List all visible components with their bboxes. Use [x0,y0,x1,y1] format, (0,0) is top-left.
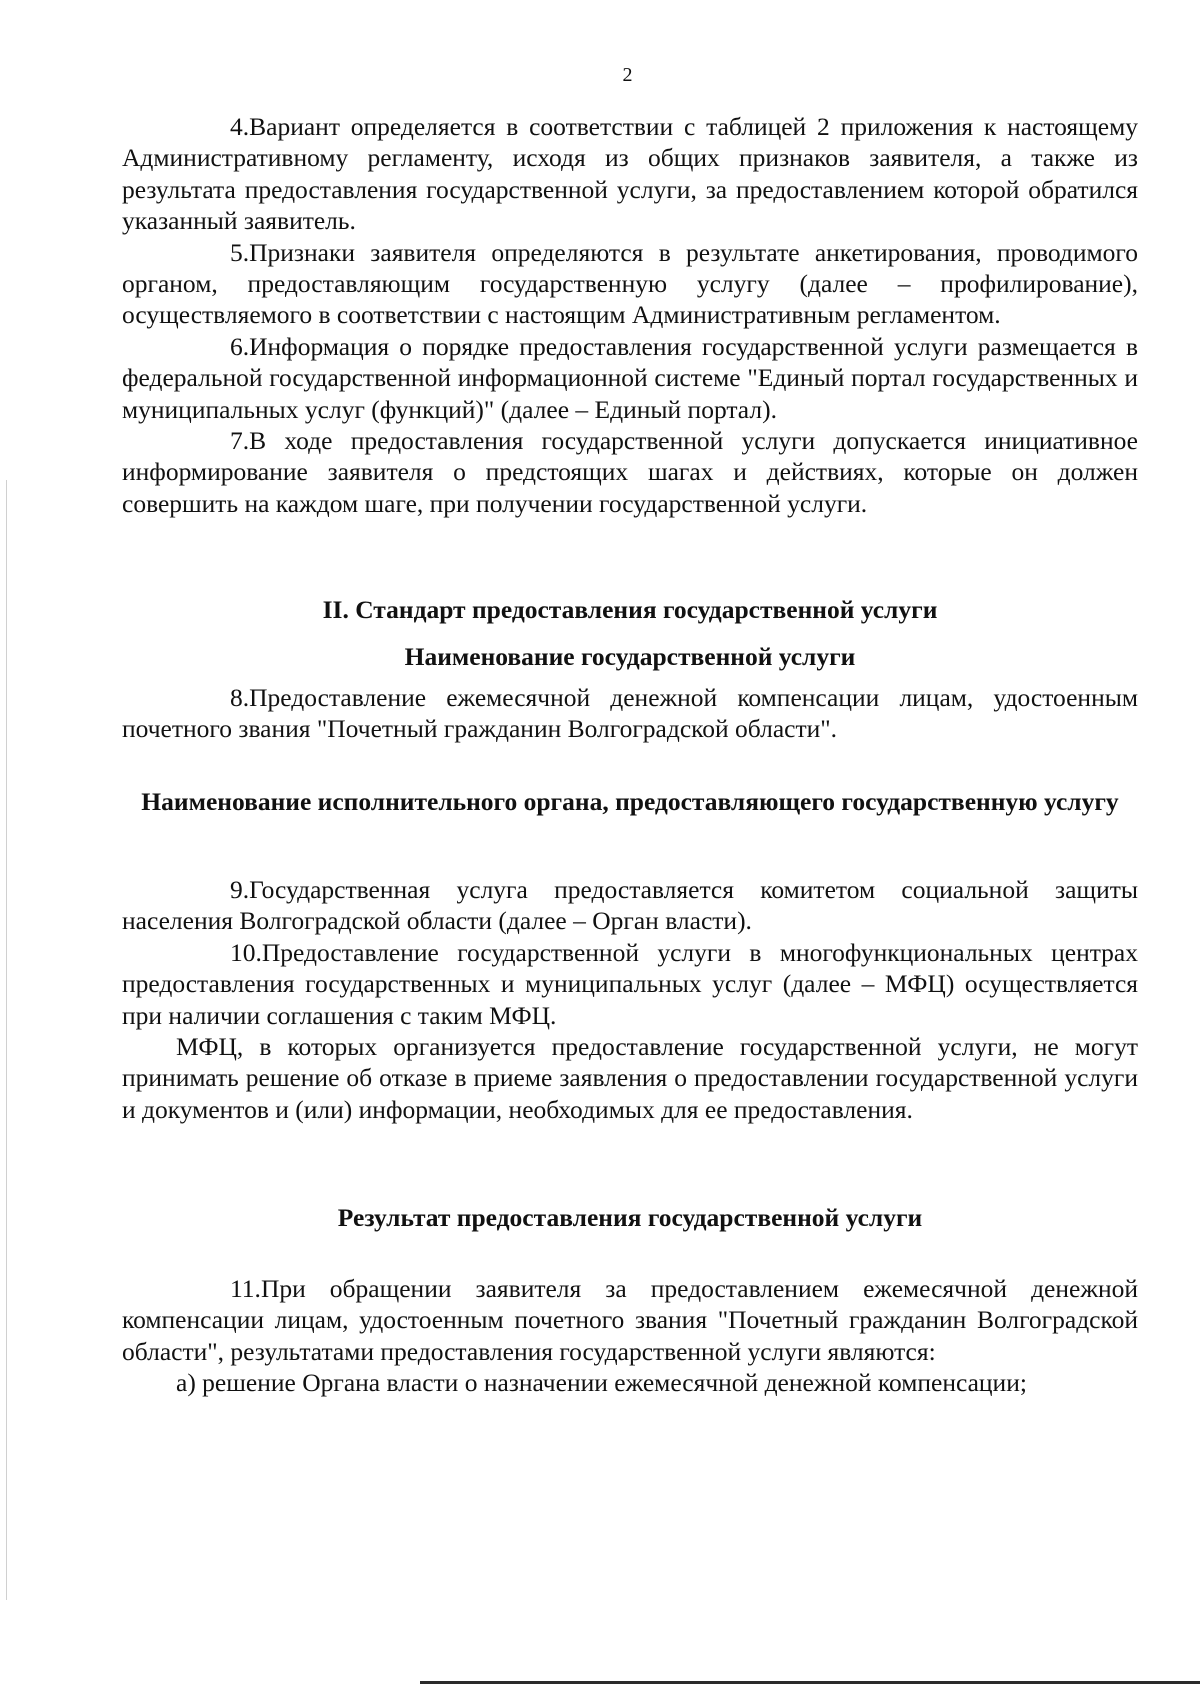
paragraph-text: При обращении заявителя за предоставлением ежемесячной денежной компенсации лицам, удостоенным почетного звания "Почетный гражданин Волгоградской области", результатами предоставления государственной услуги являются: [122,1274,1138,1366]
paragraph-number: 6. [230,331,250,361]
paragraph-text: Предоставление ежемесячной денежной компенсации лицам, удостоенным почетного звания "Почетный гражданин Волгоградской области". [122,683,1138,744]
paragraph-number: 7. [230,426,250,456]
paragraph-group-3 [122,874,1138,1125]
paragraph-11a [122,1367,1138,1398]
paragraph-text: В ходе предоставления государственной услуги допускается инициативное информирование заявителя о предстоящих шагах и действиях, которые он должен совершить на каждом шаге, при получении государственной услуги. [122,426,1138,518]
paragraph-number: 8. [230,683,250,712]
scan-edge-mark [6,480,7,1600]
section-title: II. Стандарт предоставления государственной услуги [322,595,938,624]
paragraph-number: 9. [230,875,250,904]
paragraph-number: 4. [230,112,250,141]
paragraph-number: 10. [230,937,262,967]
subsection-title-result: Результат предоставления государственной услуги [337,1203,923,1232]
paragraph-text: Предоставление государственной услуги в многофункциональных центрах предоставления государственных и муниципальных услуг (далее – МФЦ) осуществляется при наличии соглашения с таким МФЦ. [122,937,1138,1030]
paragraph-group-1 [122,111,1138,519]
paragraph-text: Вариант определяется в соответствии с таблицей 2 приложения к настоящему Административному регламенту, исходя из общих признаков заявителя, а также из результата предоставления государственной услуги, за предоставлением которой обратился указанный заявитель. [122,112,1138,236]
page-number: 2 [622,64,633,86]
paragraph-4 [122,111,1138,237]
paragraph-group-4 [122,1273,1138,1399]
paragraph-text: Государственная услуга предоставляется комитетом социальной защиты населения Волгоградской области (далее – Орган власти). [122,875,1138,936]
scan-edge-line [420,1681,1200,1684]
paragraph-text: Информация о порядке предоставления государственной услуги размещается в федеральной государственной информационной системе "Единый портал государственных и муниципальных услуг (функций)" (далее – Единый портал). [122,331,1138,424]
paragraph-10 [122,937,1138,1031]
paragraph-7 [122,425,1138,519]
paragraph-group-2 [122,682,1138,745]
paragraph-5 [122,237,1138,331]
subsection-title-authority: Наименование исполнительного органа, предоставляющего государственную услугу [141,787,1119,816]
paragraph-11 [122,1273,1138,1367]
paragraph-number: 5. [230,237,250,267]
paragraph-text: МФЦ, в которых организуется предоставление государственной услуги, не могут принимать решение об отказе в приеме заявления о предоставлении государственной услуги и документов и (или) информации, необходимых для ее предоставления. [122,1032,1138,1124]
paragraph-number: 11. [230,1274,261,1303]
paragraph-9 [122,874,1138,937]
paragraph-6 [122,331,1138,425]
paragraph-8 [122,682,1138,745]
subsection-title-service-name: Наименование государственной услуги [404,642,856,671]
paragraph-mfc [122,1031,1138,1125]
paragraph-text: Признаки заявителя определяются в результате анкетирования, проводимого органом, предоставляющим государственную услугу (далее – профилирование), осуществляемого в соответствии с настоящим Административным регламентом. [122,237,1138,330]
paragraph-text: а) решение Органа власти о назначении ежемесячной денежной компенсации; [176,1368,1027,1398]
